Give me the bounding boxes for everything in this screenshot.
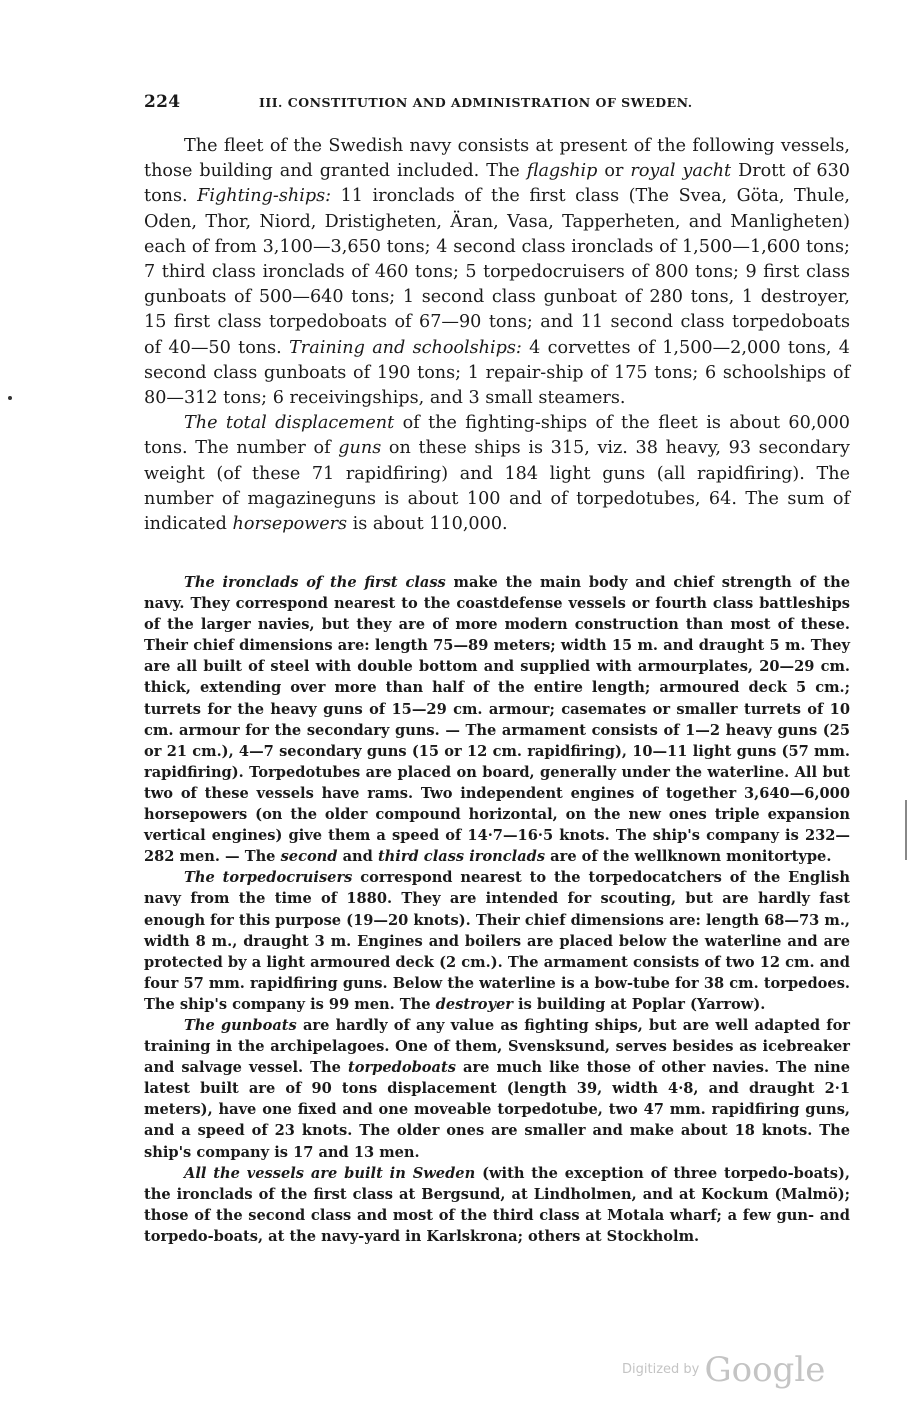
watermark-prefix: Digitized by — [622, 1362, 700, 1377]
digitization-watermark — [622, 1350, 825, 1394]
text-run: 4 corvettes of 1,500—2,000 tons, 4 second class gunboats of 190 tons; 1 repair-ship of 175 tons; 6 schoolships of 80—312 tons; 6 receivingships, and 3 small steamers. — [144, 337, 851, 409]
text-run: The fleet of the Swedish navy consists at present of the following vessels, those building and granted included. The — [144, 136, 850, 182]
paragraph — [144, 867, 850, 1015]
paragraph — [144, 572, 850, 867]
italic-text-run: destroyer — [435, 995, 513, 1013]
text-run: are much like those of other navies. The nine latest built are of 90 tons displacement (length 39, width 4·8, and draught 2·1 meters), have one fixed and one moveable torpedotube, two 47 mm. rapidfiring guns, and a speed of 23 knots. The older ones are smaller and make about 18 knots. The ship's company is 17 and 13 men. — [144, 1059, 850, 1161]
page-number: 224 — [144, 92, 181, 112]
italic-text-run: flagship — [526, 161, 598, 182]
paragraph — [144, 134, 850, 411]
text-run: or — [597, 161, 631, 182]
body-text-small — [144, 572, 850, 1247]
paragraph — [144, 1015, 850, 1163]
italic-text-run: The torpedocruisers — [184, 869, 353, 887]
margin-mark — [8, 396, 12, 400]
italic-text-run: The ironclads of the first class — [184, 574, 446, 591]
text-run: correspond nearest to the torpedocatchers of the English navy from the time of 1880. They are intended for scouting, but are hardly fast enough for this purpose (19—20 knots). Their chief dimensions are: length 68—73 m., width 8 m., draught 3 m. Engines and boilers are placed below the waterline and are protected by a light armoured deck (2 cm.). The armament consists of two 12 cm. and four 57 mm. rapidfiring guns. Below the waterline is a bow-tube for 38 cm. torpedoes. The ship's company is 99 men. The — [144, 869, 850, 1013]
text-run: on these ships is 315, viz. 38 heavy, 93 secondary weight (of these 71 rapidfiring) and 184 light guns (all rapidfiring). The number of magazineguns is about 100 and of torpedotubes, 64. The sum of indicated — [144, 438, 850, 535]
text-run: of the fighting-ships of the fleet is about 60,000 tons. The number of — [144, 413, 850, 459]
italic-text-run: horsepowers — [232, 514, 348, 535]
italic-text-run: The gunboats — [184, 1016, 297, 1034]
italic-text-run: guns — [338, 438, 382, 459]
italic-text-run: second — [280, 848, 338, 866]
paragraph — [144, 411, 850, 537]
text-run: is about 110,000. — [347, 514, 508, 535]
text-run: make the main body and chief strength of the navy. They correspond nearest to the coastdefense vessels or fourth class battleships of the larger navies, but they are of more modern construction than most of these. Their chief dimensions are: length 75—89 meters; width 15 m. and draught 5 m. They are all built of steel with double bottom and supplied with armourplates, 20—29 cm. thick, extending over more than half of the entire length; armoured deck 5 cm.; turrets for the heavy guns of 15—29 cm. armour; casemates or smaller turrets of 10 cm. armour for the secondary guns. — The armament consists of 1—2 heavy guns (25 or 21 cm.), 4—7 secondary guns (15 or 12 cm. rapidfiring), 10—11 light guns (57 mm. rapidfiring). Torpedotubes are placed on board, generally under the waterline. All but two of these vessels have rams. Two independent engines of together 3,640—6,000 horsepowers (on the older compound horizontal, on the new ones triple expansion vertical engines) give them a speed of 14·7—16·5 knots. The ship's company is 232—282 men. — The — [144, 574, 851, 866]
text-run: are hardly of any value as fighting ships, but are well adapted for training in the archipelagoes. One of them, Svensksund, serves besides as icebreaker and salvage vessel. The — [144, 1016, 850, 1077]
watermark-logo: Google — [704, 1350, 826, 1390]
italic-text-run: royal yacht — [630, 161, 732, 182]
text-run: and — [337, 848, 378, 866]
paragraph — [144, 1163, 850, 1247]
text-run: 11 ironclads of the first class (The Svea, Göta, Thule, Oden, Thor, Niord, Dristigheten, Äran, Vasa, Tapperheten, and Manligheten) each of from 3,100—3,650 tons; 4 second class ironclads of 1,500—1,600 tons; 7 third class ironclads of 460 tons; 5 torpedocruisers of 800 tons; 9 first class gunboats of 500—640 tons; 1 second class gunboat of 280 tons, 1 destroyer, 15 first class torpedoboats of 67—90 tons; and 11 second class torpedoboats of 40—50 tons. — [144, 186, 850, 358]
text-run: (with the exception of three torpedo-boats), the ironclads of the first class at Bergsund, at Lindholmen, and at Kockum (Malmö); those of the second class and most of the third class at Motala wharf; a few gun- and torpedo-boats, at the navy-yard in Karlskrona; others at Stockholm. — [144, 1164, 850, 1245]
italic-text-run: The total displacement — [184, 413, 395, 434]
italic-text-run: third class ironclads — [377, 848, 546, 866]
italic-text-run: torpedoboats — [347, 1059, 456, 1077]
italic-text-run: Training and schoolships: — [289, 337, 522, 358]
text-run: are of the wellknown monitortype. — [545, 848, 832, 866]
italic-text-run: All the vessels are built in Sweden — [184, 1164, 476, 1182]
text-run: is building at Poplar (Yarrow). — [512, 995, 766, 1013]
margin-edge-mark — [905, 800, 907, 860]
running-title: III. CONSTITUTION AND ADMINISTRATION OF SWEDEN. — [259, 95, 693, 110]
italic-text-run: Fighting-ships: — [197, 186, 332, 207]
text-run: Drott of 630 tons. — [144, 161, 850, 207]
body-text-large — [144, 134, 850, 537]
